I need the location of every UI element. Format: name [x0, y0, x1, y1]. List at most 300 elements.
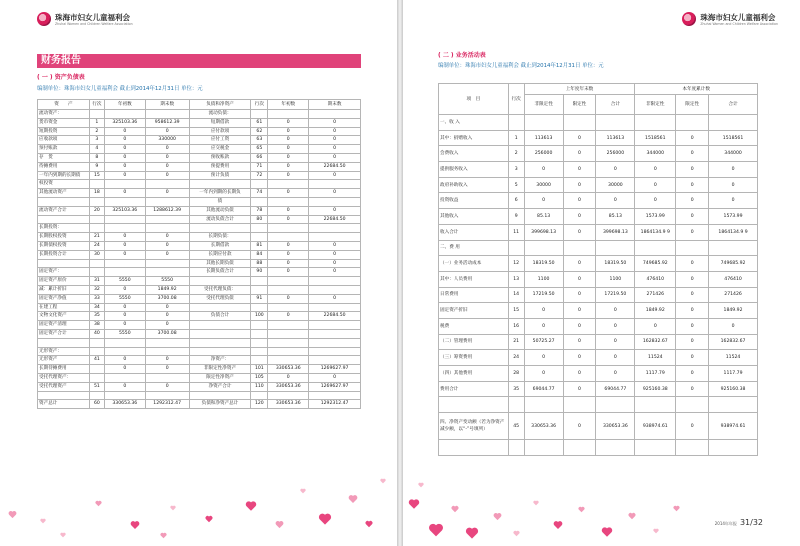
table-cell: 0: [635, 162, 676, 178]
table-cell: 固定资产净值: [38, 294, 90, 303]
table-cell: 流动负债合计: [189, 215, 251, 224]
table-cell: 其中：人员费用: [439, 271, 509, 287]
heart-icon: [170, 505, 176, 511]
table-row: [38, 338, 361, 347]
table-cell: 0: [104, 189, 145, 198]
table-cell: 流动资产：: [38, 110, 90, 119]
table-cell: 0: [104, 136, 145, 145]
table-cell: 938974.61: [709, 413, 758, 440]
column-header: 年初数: [104, 100, 145, 110]
table-cell: [268, 338, 309, 347]
table-row: [439, 303, 758, 319]
table-cell: 应付工资: [189, 136, 251, 145]
table-cell: 0: [309, 250, 361, 259]
table-cell: [251, 285, 268, 294]
table-cell: 长期投资：: [38, 224, 90, 233]
table-row: [38, 303, 361, 312]
table-cell: [89, 373, 104, 382]
table-cell: 60: [89, 400, 104, 409]
table-cell: 3: [89, 136, 104, 145]
table-cell: 5550: [104, 329, 145, 338]
table-cell: 5550: [104, 277, 145, 286]
table-cell: [104, 180, 145, 189]
table-cell: 1269627.97: [309, 365, 361, 374]
table-cell: 0: [524, 318, 563, 334]
table-cell: [251, 356, 268, 365]
table-cell: 0: [268, 250, 309, 259]
table-cell: 8: [89, 153, 104, 162]
table-cell: （三）筹资费用: [439, 350, 509, 366]
table-cell: 固定资产清理: [38, 321, 90, 330]
table-cell: 0: [104, 127, 145, 136]
table-cell: 1100: [524, 271, 563, 287]
column-header: 行次: [89, 100, 104, 110]
logo-emblem-icon: [682, 12, 696, 26]
table-row: [439, 350, 758, 366]
table-cell: 长期应付款: [189, 250, 251, 259]
table-row: [439, 413, 758, 440]
table-cell: 399698.13: [524, 224, 563, 240]
heart-icon: [673, 505, 680, 512]
heart-icon: [451, 505, 459, 513]
table-row: [38, 233, 361, 242]
table-cell: 0: [104, 285, 145, 294]
activity-statement-title: ( 二 ) 业务活动表: [438, 52, 486, 59]
table-cell: 0: [563, 271, 596, 287]
table-cell: 0: [676, 303, 709, 319]
table-cell: [145, 373, 189, 382]
table-cell: 0: [563, 287, 596, 303]
table-row: [439, 334, 758, 350]
table-cell: 0: [709, 177, 758, 193]
table-cell: [89, 338, 104, 347]
sub-column-header: 限定性: [676, 95, 709, 115]
table-cell: [439, 397, 509, 413]
table-row: [439, 366, 758, 382]
table-cell: [635, 115, 676, 131]
table-cell: 3700.08: [145, 329, 189, 338]
table-cell: 12: [508, 256, 524, 272]
table-cell: 24: [508, 350, 524, 366]
table-cell: 330653.36: [268, 365, 309, 374]
table-cell: 28: [508, 366, 524, 382]
table-cell: 0: [309, 189, 361, 198]
header-item: 项 目: [439, 84, 509, 115]
table-cell: [89, 268, 104, 277]
table-cell: 0: [563, 334, 596, 350]
table-cell: 256000: [524, 146, 563, 162]
table-cell: 30000: [596, 177, 635, 193]
table-row: [38, 162, 361, 171]
table-cell: 0: [309, 294, 361, 303]
table-cell: 其中：捐赠收入: [439, 130, 509, 146]
table-row: [38, 391, 361, 400]
table-cell: 日常费用: [439, 287, 509, 303]
table-row: [439, 440, 758, 456]
table-row: [439, 318, 758, 334]
header-row-no: 行次: [508, 84, 524, 115]
activity-statement-table: [438, 83, 758, 456]
table-cell: 749685.92: [709, 256, 758, 272]
table-cell: [104, 391, 145, 400]
table-cell: 0: [563, 381, 596, 397]
table-cell: 0: [524, 193, 563, 209]
table-cell: （一）业务活动成本: [439, 256, 509, 272]
table-cell: 应收款项: [38, 136, 90, 145]
table-cell: 二、费 用: [439, 240, 509, 256]
table-row: [38, 400, 361, 409]
table-row: [439, 209, 758, 225]
table-cell: [104, 373, 145, 382]
table-cell: 0: [596, 318, 635, 334]
table-cell: [145, 347, 189, 356]
table-cell: [145, 268, 189, 277]
table-cell: 0: [145, 233, 189, 242]
table-cell: [189, 391, 251, 400]
table-cell: 0: [524, 162, 563, 178]
table-cell: 0: [145, 365, 189, 374]
heart-icon: [418, 482, 424, 488]
table-cell: [104, 110, 145, 119]
table-cell: [189, 303, 251, 312]
table-cell: 减：累计折旧: [38, 285, 90, 294]
table-cell: [309, 233, 361, 242]
balance-sheet-table: [37, 99, 361, 409]
activity-statement-meta: 编制单位：珠海市妇女儿童福利会 截止到2014年12月31日 单位：元: [438, 63, 604, 69]
table-row: [38, 285, 361, 294]
table-cell: 0: [676, 193, 709, 209]
table-cell: 0: [268, 136, 309, 145]
table-cell: [38, 391, 90, 400]
table-cell: 预付账款: [38, 145, 90, 154]
table-cell: 0: [635, 318, 676, 334]
table-cell: 费用合计: [439, 381, 509, 397]
table-cell: 短期投资: [38, 127, 90, 136]
heart-icon: [578, 506, 585, 513]
table-cell: [563, 115, 596, 131]
table-cell: 0: [596, 193, 635, 209]
heart-icon: [300, 488, 306, 494]
table-cell: 45: [508, 413, 524, 440]
table-cell: 18319.50: [524, 256, 563, 272]
table-cell: 1288612.39: [145, 206, 189, 215]
table-cell: 0: [676, 146, 709, 162]
table-cell: [89, 365, 104, 374]
table-cell: 0: [104, 250, 145, 259]
table-cell: [268, 110, 309, 119]
table-cell: 5550: [104, 294, 145, 303]
table-cell: 0: [563, 224, 596, 240]
column-header: 资 产: [38, 100, 90, 110]
table-cell: 0: [309, 259, 361, 268]
table-cell: 0: [676, 162, 709, 178]
table-row: [38, 294, 361, 303]
table-cell: 5550: [145, 277, 189, 286]
table-cell: 18319.50: [596, 256, 635, 272]
org-name-cn: 珠海市妇女儿童福利会: [700, 12, 776, 22]
table-cell: 162832.67: [635, 334, 676, 350]
table-cell: 其他流动负债: [189, 206, 251, 215]
table-cell: 21: [508, 334, 524, 350]
table-cell: 0: [709, 162, 758, 178]
table-cell: 33: [89, 294, 104, 303]
table-cell: 1518561: [709, 130, 758, 146]
table-cell: 91: [251, 294, 268, 303]
table-cell: 0: [104, 153, 145, 162]
table-cell: 流动资产合计: [38, 206, 90, 215]
table-cell: [251, 197, 268, 206]
table-cell: 749685.92: [635, 256, 676, 272]
table-cell: [89, 215, 104, 224]
table-cell: 0: [268, 259, 309, 268]
table-cell: [251, 391, 268, 400]
column-header: 年初数: [268, 100, 309, 110]
table-cell: （四）其他费用: [439, 366, 509, 382]
sub-column-header: 合计: [709, 95, 758, 115]
table-cell: 0: [676, 271, 709, 287]
table-cell: 330653.36: [104, 400, 145, 409]
table-cell: 80: [251, 215, 268, 224]
table-cell: 应交税金: [189, 145, 251, 154]
table-cell: 长期负债合计: [189, 268, 251, 277]
table-cell: [709, 115, 758, 131]
table-cell: 399698.13: [596, 224, 635, 240]
table-cell: [563, 397, 596, 413]
table-row: [38, 373, 361, 382]
heart-icon: [493, 512, 502, 521]
table-cell: [89, 391, 104, 400]
page-footer: [715, 518, 763, 527]
heart-icon: [95, 500, 102, 507]
table-cell: 无形资产：: [38, 347, 90, 356]
table-cell: [676, 115, 709, 131]
table-row: [439, 287, 758, 303]
table-cell: 0: [268, 206, 309, 215]
table-cell: [89, 224, 104, 233]
table-cell: [309, 285, 361, 294]
table-cell: 13: [508, 271, 524, 287]
table-cell: 14: [508, 287, 524, 303]
table-cell: [268, 329, 309, 338]
table-cell: 预提费用: [189, 162, 251, 171]
table-cell: 0: [268, 153, 309, 162]
table-cell: 提供服务收入: [439, 162, 509, 178]
table-cell: [709, 440, 758, 456]
heart-icon: [245, 500, 257, 512]
table-cell: 1849.92: [145, 285, 189, 294]
table-cell: 0: [524, 303, 563, 319]
heart-icon: [513, 530, 520, 537]
sub-column-header: 非限定性: [524, 95, 563, 115]
table-cell: [104, 268, 145, 277]
table-row: [439, 130, 758, 146]
table-cell: 0: [145, 127, 189, 136]
table-row: [439, 146, 758, 162]
table-cell: [104, 215, 145, 224]
table-cell: 20: [89, 206, 104, 215]
table-row: [439, 224, 758, 240]
table-cell: 0: [268, 145, 309, 154]
section-title: 财务报告: [37, 54, 361, 68]
table-cell: 15: [89, 171, 104, 180]
table-cell: 162832.67: [709, 334, 758, 350]
table-cell: [268, 303, 309, 312]
table-cell: 110: [251, 382, 268, 391]
table-cell: 0: [104, 241, 145, 250]
table-cell: [38, 259, 90, 268]
table-cell: 文物文化资产: [38, 312, 90, 321]
table-row: [38, 197, 361, 206]
table-cell: [709, 240, 758, 256]
table-cell: [145, 338, 189, 347]
table-cell: 69044.77: [524, 381, 563, 397]
table-row: [38, 356, 361, 365]
table-cell: 61: [251, 118, 268, 127]
table-cell: 0: [596, 366, 635, 382]
table-cell: 0: [104, 365, 145, 374]
table-cell: 90: [251, 268, 268, 277]
table-cell: 330653.36: [268, 400, 309, 409]
table-cell: [189, 338, 251, 347]
table-cell: 0: [145, 321, 189, 330]
table-cell: 0: [268, 118, 309, 127]
logo-emblem-icon: [37, 12, 51, 26]
table-cell: 1: [89, 118, 104, 127]
table-cell: 0: [104, 171, 145, 180]
table-cell: 长期借款: [189, 241, 251, 250]
table-cell: 925160.38: [635, 381, 676, 397]
table-cell: 84: [251, 250, 268, 259]
table-row: [38, 145, 361, 154]
heart-icon: [465, 526, 479, 540]
balance-sheet-title: ( 一 ) 资产负债表: [37, 74, 85, 81]
table-cell: 69044.77: [596, 381, 635, 397]
table-cell: 31: [89, 277, 104, 286]
table-cell: 105: [251, 373, 268, 382]
table-cell: 22684.50: [309, 312, 361, 321]
table-row: [439, 381, 758, 397]
table-cell: 0: [676, 224, 709, 240]
table-cell: 0: [596, 350, 635, 366]
table-cell: 0: [563, 177, 596, 193]
table-cell: 100: [251, 312, 268, 321]
table-cell: 38: [89, 321, 104, 330]
table-cell: 0: [104, 382, 145, 391]
table-cell: 35: [508, 381, 524, 397]
table-cell: [189, 180, 251, 189]
table-cell: [596, 240, 635, 256]
table-cell: 长期待摊费用: [38, 365, 90, 374]
table-cell: 330653.36: [268, 382, 309, 391]
table-cell: [508, 240, 524, 256]
table-cell: [268, 197, 309, 206]
table-cell: 一、收 入: [439, 115, 509, 131]
balance-sheet-meta: 编制单位：珠海市妇女儿童福利会 截止到2014年12月31日 单位：元: [37, 86, 203, 92]
table-cell: [268, 347, 309, 356]
table-cell: [508, 115, 524, 131]
table-cell: [145, 215, 189, 224]
table-cell: 0: [104, 233, 145, 242]
table-cell: 税费: [439, 318, 509, 334]
table-cell: [635, 240, 676, 256]
table-cell: [709, 397, 758, 413]
table-cell: [508, 440, 524, 456]
table-cell: 0: [563, 146, 596, 162]
table-cell: [145, 180, 189, 189]
table-cell: 1864134.9 9: [709, 224, 758, 240]
table-cell: 0: [145, 153, 189, 162]
table-cell: 0: [104, 162, 145, 171]
table-row: [38, 171, 361, 180]
table-cell: [524, 440, 563, 456]
table-cell: 0: [145, 303, 189, 312]
table-cell: 0: [635, 193, 676, 209]
table-cell: 0: [268, 215, 309, 224]
table-cell: 17219.50: [524, 287, 563, 303]
table-cell: 2: [89, 127, 104, 136]
table-cell: 3700.08: [145, 294, 189, 303]
heart-icon: [380, 478, 386, 484]
table-cell: 0: [309, 373, 361, 382]
table-cell: 长期投资合计: [38, 250, 90, 259]
table-row: [38, 321, 361, 330]
table-cell: [268, 277, 309, 286]
table-cell: 0: [676, 350, 709, 366]
table-cell: 0: [145, 145, 189, 154]
table-cell: 0: [524, 350, 563, 366]
table-cell: 344000: [635, 146, 676, 162]
table-cell: [309, 197, 361, 206]
table-cell: [635, 397, 676, 413]
table-row: [38, 268, 361, 277]
table-cell: 3: [508, 162, 524, 178]
table-row: [38, 365, 361, 374]
table-cell: 0: [596, 162, 635, 178]
table-cell: 21: [89, 233, 104, 242]
table-cell: 预收账款: [189, 153, 251, 162]
table-cell: [524, 240, 563, 256]
table-cell: 0: [676, 256, 709, 272]
heart-icon: [318, 512, 332, 526]
table-cell: [309, 180, 361, 189]
table-row: [38, 110, 361, 119]
heart-icon: [130, 520, 140, 530]
table-cell: 0: [145, 382, 189, 391]
table-cell: 0: [309, 241, 361, 250]
table-cell: 4: [89, 145, 104, 154]
heart-icon: [653, 528, 659, 534]
table-cell: 0: [104, 312, 145, 321]
table-cell: [563, 440, 596, 456]
table-cell: 0: [145, 241, 189, 250]
table-cell: [268, 224, 309, 233]
table-cell: 0: [524, 366, 563, 382]
footer-page-numbers: 31/32: [739, 518, 763, 527]
table-cell: [251, 338, 268, 347]
table-cell: 330653.36: [596, 413, 635, 440]
table-cell: [635, 440, 676, 456]
table-cell: 1864134.9 9: [635, 224, 676, 240]
header-curr-year: 本年度累计数: [635, 84, 758, 95]
table-cell: 1117.79: [635, 366, 676, 382]
sub-column-header: 合计: [596, 95, 635, 115]
table-cell: [596, 115, 635, 131]
table-cell: 62: [251, 127, 268, 136]
table-cell: [251, 277, 268, 286]
table-cell: 其他流动资产: [38, 189, 90, 198]
table-cell: [251, 321, 268, 330]
heart-icon: [205, 515, 213, 523]
